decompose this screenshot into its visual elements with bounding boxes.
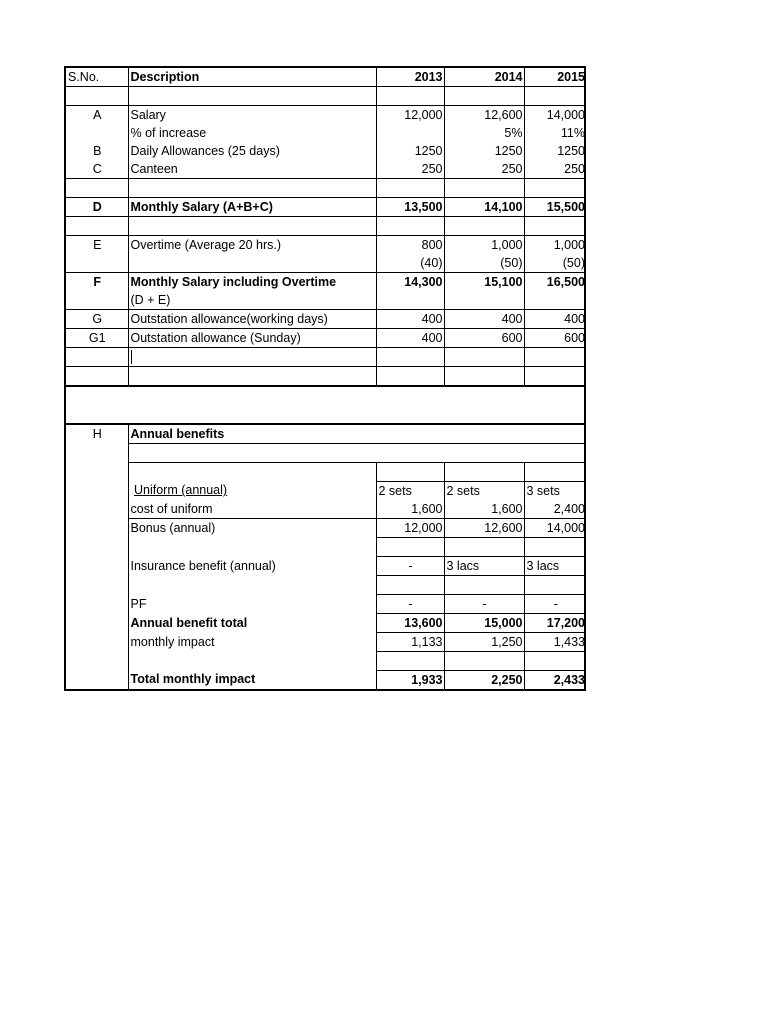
value-2014[interactable]: 12,600 [444, 519, 524, 538]
value-2013[interactable]: 400 [376, 329, 444, 348]
cell[interactable] [66, 444, 128, 463]
table-row [66, 482, 586, 501]
value-2015[interactable]: 16,500 [546, 274, 585, 289]
cell[interactable] [376, 179, 444, 198]
blank-row [66, 444, 586, 463]
value-2014[interactable]: 1,600 [444, 500, 524, 519]
row-description[interactable]: monthly impact [128, 633, 376, 652]
row-sno[interactable] [66, 500, 128, 519]
cell[interactable] [128, 87, 376, 106]
cell[interactable] [444, 367, 524, 387]
row-description[interactable]: cost of uniform [128, 500, 376, 519]
blank-row [66, 538, 586, 557]
value-2015[interactable]: 15,500 [524, 198, 586, 217]
row-sno[interactable] [66, 633, 128, 652]
row-description[interactable] [128, 254, 376, 273]
cell[interactable] [66, 179, 128, 198]
value-2015[interactable] [524, 291, 586, 310]
cell[interactable] [128, 538, 376, 557]
value-2014[interactable]: 15,100 [444, 273, 524, 292]
value-2014[interactable]: 3 lacs [444, 557, 524, 576]
section-title[interactable]: Annual benefits [128, 424, 586, 444]
value-2014[interactable]: 250 [444, 160, 524, 179]
value-2015[interactable]: 600 [524, 329, 586, 348]
value-2013[interactable]: 14,300 [376, 273, 444, 292]
table-row [66, 236, 586, 255]
row-sno[interactable] [66, 557, 128, 576]
cell[interactable] [66, 652, 128, 671]
value-2015[interactable]: 3 sets [526, 483, 560, 498]
row-description[interactable]: Total monthly impact [128, 671, 376, 690]
row-sno[interactable]: G [66, 310, 128, 329]
value-2015[interactable]: 1250 [557, 143, 585, 158]
row-description[interactable] [128, 482, 376, 501]
value-2015[interactable]: 11% [560, 125, 585, 140]
value-2013[interactable]: 250 [376, 160, 444, 179]
row-description[interactable]: Outstation allowance (Sunday) [128, 329, 376, 348]
row-description[interactable]: Outstation allowance(working days) [128, 310, 376, 329]
table-row [66, 273, 586, 292]
cell[interactable] [128, 367, 376, 387]
cell[interactable] [444, 217, 524, 236]
value-2014[interactable] [444, 291, 524, 310]
row-sno[interactable]: A [66, 106, 128, 125]
value-2015[interactable]: - [524, 595, 586, 614]
spacer-row [66, 386, 586, 424]
uniform-label: Uniform (annual) [133, 483, 228, 498]
table-row [66, 310, 586, 329]
cell[interactable] [444, 87, 524, 106]
table-row [66, 614, 586, 633]
row-sno[interactable]: B [66, 142, 128, 160]
row-description[interactable]: Insurance benefit (annual) [128, 557, 376, 576]
cell[interactable] [66, 463, 128, 482]
cell[interactable] [66, 348, 128, 367]
cell[interactable] [524, 538, 586, 557]
blank-row [66, 367, 586, 387]
value-2014[interactable]: 2,250 [444, 671, 524, 690]
cell[interactable] [128, 217, 376, 236]
cell[interactable] [444, 538, 524, 557]
blank-row [66, 576, 586, 595]
cell[interactable] [128, 179, 376, 198]
value-2015[interactable]: 17,200 [524, 614, 586, 633]
blank-row [66, 348, 586, 367]
value-2014[interactable]: 2 sets [444, 482, 524, 501]
value-2014[interactable]: 15,000 [444, 614, 524, 633]
value-2015[interactable]: 400 [524, 310, 586, 329]
value-2013[interactable] [376, 291, 444, 310]
header-description[interactable]: Description [128, 68, 376, 87]
value-2013[interactable]: 2 sets [376, 482, 444, 501]
row-sno[interactable] [66, 482, 128, 501]
cell[interactable] [376, 348, 444, 367]
value-2014[interactable]: 5% [444, 124, 524, 142]
cell[interactable] [376, 367, 444, 387]
row-sno[interactable]: E [66, 236, 128, 255]
row-sno[interactable]: D [66, 198, 128, 217]
value-2015[interactable]: 250 [524, 160, 586, 179]
header-sno[interactable]: S.No. [66, 68, 128, 87]
value-2015[interactable]: 14,000 [546, 107, 585, 122]
value-2014[interactable]: - [444, 595, 524, 614]
table-row [66, 633, 586, 652]
text-cursor [131, 350, 132, 364]
value-2015[interactable]: 1,433 [524, 633, 586, 652]
table-row [66, 160, 586, 179]
cell[interactable] [524, 652, 586, 671]
blank-row [66, 87, 586, 106]
cell[interactable] [444, 348, 524, 367]
header-year-2015[interactable]: 2015 [524, 68, 586, 87]
value-2015[interactable]: 2,400 [524, 500, 586, 519]
value-2014[interactable]: 400 [444, 310, 524, 329]
value-2015[interactable]: (50) [524, 254, 586, 273]
table-row [66, 254, 586, 273]
cell[interactable] [524, 576, 586, 595]
value-2013[interactable] [376, 124, 444, 142]
salary-table [66, 68, 586, 689]
row-description[interactable]: Overtime (Average 20 hrs.) [128, 236, 376, 255]
cell[interactable] [376, 87, 444, 106]
value-2015[interactable]: 3 lacs [524, 557, 586, 576]
row-sno[interactable]: C [66, 160, 128, 179]
table-row [66, 291, 586, 310]
value-2015[interactable]: 1,000 [553, 237, 585, 252]
cell[interactable] [524, 87, 586, 106]
value-2014[interactable]: 1,000 [444, 236, 524, 255]
cell[interactable] [66, 367, 128, 387]
value-2013[interactable]: 13,500 [376, 198, 444, 217]
value-2013[interactable]: - [376, 595, 444, 614]
cell[interactable] [376, 217, 444, 236]
cell[interactable] [444, 576, 524, 595]
row-description[interactable]: Monthly Salary including Overtime [128, 273, 376, 292]
cell[interactable] [128, 576, 376, 595]
row-sno[interactable]: G1 [66, 329, 128, 348]
cell[interactable] [66, 217, 128, 236]
blank-row [66, 652, 586, 671]
value-2013[interactable]: - [376, 557, 444, 576]
cell[interactable] [128, 652, 376, 671]
cell[interactable] [524, 463, 586, 482]
value-2014[interactable]: (50) [444, 254, 524, 273]
value-2013[interactable]: 1250 [376, 142, 444, 160]
table-row [66, 595, 586, 614]
row-sno[interactable] [66, 614, 128, 633]
cell[interactable] [524, 348, 586, 367]
cell[interactable] [128, 463, 376, 482]
row-sno[interactable] [66, 124, 128, 142]
row-description[interactable]: (D + E) [128, 291, 376, 310]
value-2015[interactable]: 2,433 [553, 672, 585, 687]
value-2014[interactable]: 1250 [444, 142, 524, 160]
header-row [66, 68, 586, 87]
cell[interactable] [524, 367, 586, 387]
table-row [66, 671, 586, 690]
table-row [66, 519, 586, 538]
row-sno[interactable] [66, 671, 128, 690]
row-sno[interactable]: F [66, 273, 128, 292]
cell[interactable] [444, 463, 524, 482]
cell[interactable] [524, 179, 586, 198]
header-year-2014[interactable]: 2014 [444, 68, 524, 87]
row-description[interactable]: Canteen [128, 160, 376, 179]
blank-row [66, 179, 586, 198]
value-2014[interactable]: 1,250 [444, 633, 524, 652]
row-description[interactable]: Monthly Salary (A+B+C) [128, 198, 376, 217]
cell[interactable] [376, 538, 444, 557]
value-2013[interactable]: 400 [376, 310, 444, 329]
table-row [66, 106, 586, 125]
row-sno[interactable] [66, 254, 128, 273]
value-2013[interactable]: 1,133 [376, 633, 444, 652]
value-2013[interactable]: 1,933 [376, 671, 444, 690]
row-description[interactable]: % of increase [128, 124, 376, 142]
value-2013[interactable]: 12,000 [376, 519, 444, 538]
cell[interactable] [376, 463, 444, 482]
value-2013[interactable]: 800 [376, 236, 444, 255]
cell[interactable] [128, 444, 586, 463]
table-row [66, 500, 586, 519]
value-2013[interactable]: 12,000 [376, 106, 444, 125]
row-sno[interactable] [66, 291, 128, 310]
cell[interactable] [444, 652, 524, 671]
value-2013[interactable]: (40) [376, 254, 444, 273]
selected-cell[interactable] [128, 348, 376, 367]
cell[interactable] [376, 576, 444, 595]
table-row [66, 329, 586, 348]
row-sno[interactable]: H [66, 424, 128, 444]
table-row [66, 424, 586, 444]
row-description[interactable]: Salary [128, 106, 376, 125]
value-2013[interactable]: 1,600 [376, 500, 444, 519]
cell[interactable] [524, 217, 586, 236]
cell[interactable] [66, 538, 128, 557]
value-2014[interactable]: 14,100 [444, 198, 524, 217]
table-row [66, 198, 586, 217]
table-row [66, 142, 586, 160]
blank-row [66, 463, 586, 482]
row-description[interactable]: Daily Allowances (25 days) [128, 142, 376, 160]
value-2013[interactable]: 13,600 [376, 614, 444, 633]
row-description[interactable]: Bonus (annual) [128, 519, 376, 538]
row-description[interactable]: PF [128, 595, 376, 614]
table-row [66, 557, 586, 576]
table-row [66, 124, 586, 142]
row-sno[interactable] [66, 595, 128, 614]
header-year-2013[interactable]: 2013 [376, 68, 444, 87]
cell[interactable] [66, 576, 128, 595]
row-sno[interactable] [66, 519, 128, 538]
value-2015[interactable]: 14,000 [524, 519, 586, 538]
value-2014[interactable]: 12,600 [444, 106, 524, 125]
blank-row [66, 217, 586, 236]
cell[interactable] [444, 179, 524, 198]
cell[interactable] [66, 87, 128, 106]
spacer-cell[interactable] [66, 386, 586, 424]
cell[interactable] [376, 652, 444, 671]
value-2014[interactable]: 600 [444, 329, 524, 348]
spreadsheet [64, 66, 586, 691]
row-description[interactable]: Annual benefit total [128, 614, 376, 633]
